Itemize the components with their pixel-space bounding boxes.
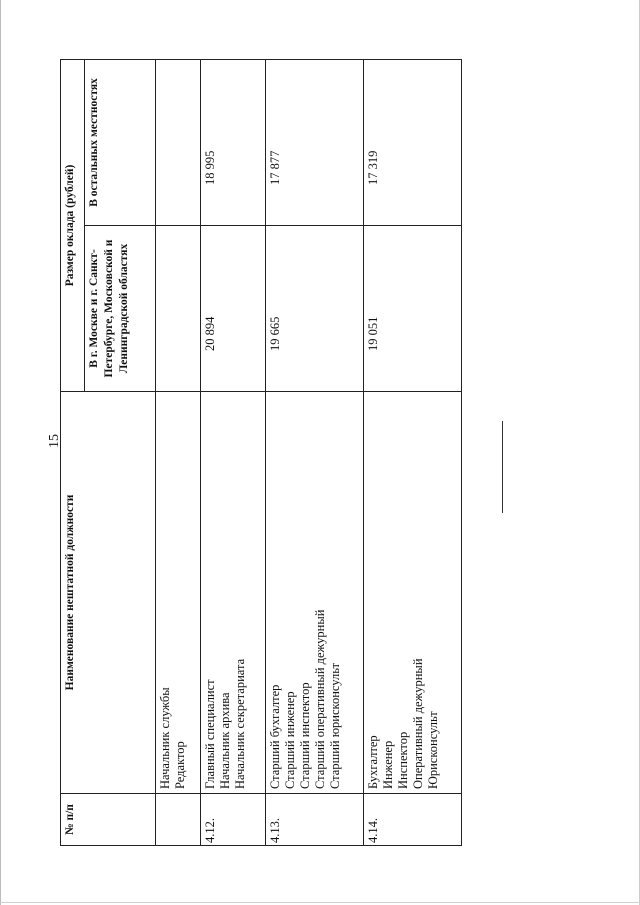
position-name: Старший юрисконсульт — [327, 663, 342, 789]
header-moscow: В г. Москве и г. Санкт-Петербурге, Московской и Ленинградской областях — [85, 226, 156, 392]
header-salary-group: Размер оклада (рублей) — [61, 59, 85, 391]
row-number: 4.14. — [363, 794, 461, 846]
salary-other: 17 877 — [265, 59, 363, 225]
separator-line — [502, 421, 503, 513]
salary-other: 18 995 — [201, 59, 265, 225]
position-name: Старший инженер — [282, 691, 297, 789]
row-number: 4.13. — [265, 794, 363, 846]
salary-moscow: 19 665 — [265, 226, 363, 392]
salary-other: 17 319 — [363, 59, 461, 225]
salary-table — [60, 59, 462, 846]
salary-moscow: 19 051 — [363, 226, 461, 392]
row-number: 4.12. — [201, 794, 265, 846]
salary-other — [155, 59, 200, 225]
position-name: Редактор — [172, 741, 187, 789]
salary-moscow: 20 894 — [201, 226, 265, 392]
header-other: В остальных местностях — [85, 59, 156, 225]
scan-edge-left — [0, 0, 1, 905]
position-name: Главный специалист — [203, 679, 218, 789]
table-header-row — [61, 59, 85, 845]
position-name: Старший бухгалтер — [267, 684, 282, 789]
position-name: Бухгалтер — [365, 735, 380, 789]
table-row — [201, 59, 265, 845]
row-positions — [155, 392, 200, 794]
position-name: Инспектор — [395, 731, 410, 789]
page-number: 15 — [47, 434, 62, 448]
row-positions — [265, 392, 363, 794]
row-number — [155, 794, 200, 846]
row-positions — [201, 392, 265, 794]
position-name: Оперативный дежурный — [410, 658, 425, 789]
position-name: Юрисконсульт — [425, 711, 440, 789]
row-positions — [363, 392, 461, 794]
position-name: Начальник архива — [218, 692, 233, 789]
position-name: Инженер — [380, 740, 395, 789]
header-position-name: Наименование нештатной должности — [61, 392, 156, 794]
scan-edge-bottom — [0, 902, 640, 903]
position-name: Начальник секретариата — [233, 658, 248, 789]
position-name: Начальник службы — [157, 687, 172, 789]
table-row — [265, 59, 363, 845]
position-name: Старший оперативный дежурный — [312, 609, 327, 789]
position-name: Старший инспектор — [297, 682, 312, 789]
header-num: № п/п — [61, 794, 156, 846]
table-row — [363, 59, 461, 845]
salary-moscow — [155, 226, 200, 392]
table-row — [155, 59, 200, 845]
salary-table-rotated — [60, 60, 462, 846]
